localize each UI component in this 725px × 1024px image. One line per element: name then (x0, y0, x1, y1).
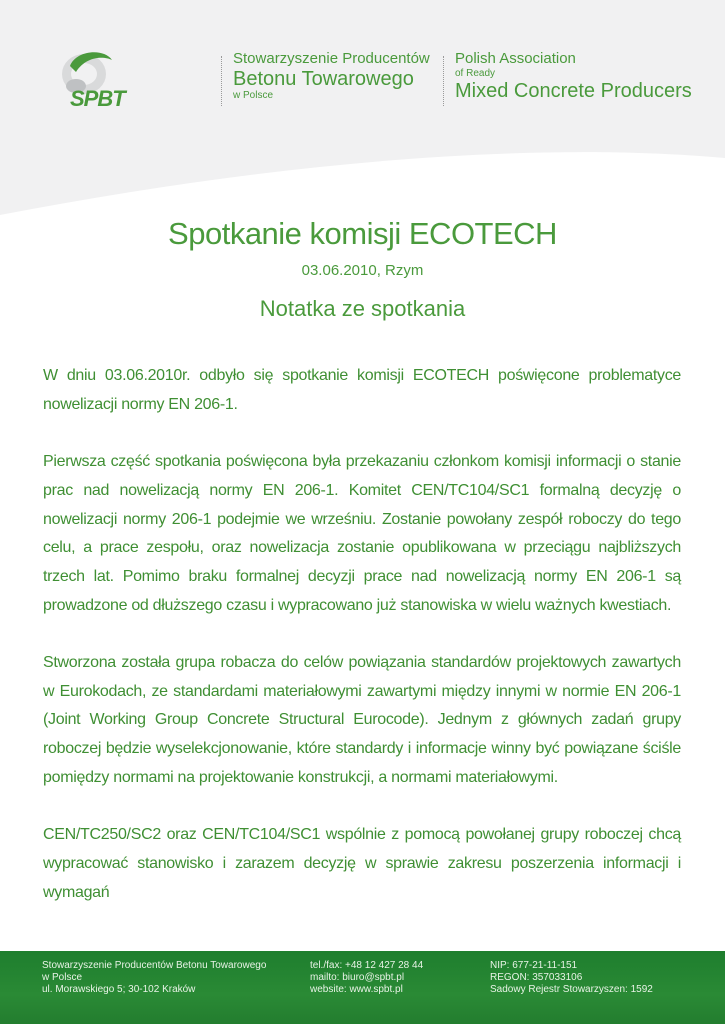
footer-nip: NIP: 677-21-11-151 (490, 960, 578, 971)
footer-email[interactable]: mailto: biuro@spbt.pl (310, 972, 405, 983)
footer-contact (310, 960, 423, 996)
footer-regon: REGON: 357033106 (490, 972, 583, 983)
paragraph-1: W dniu 03.06.2010r. odbyło się spotkanie komisji ECOTECH poświęcone problematyce nowelizacji normy EN 206-1. (43, 367, 681, 413)
paragraph-4: CEN/TC250/SC2 oraz CEN/TC104/SC1 wspólnie z pomocą powołanej grupy roboczej chcą wypracować stanowisko i zarazem decyzję w sprawie zakresu poszerzenia informacji i wymagań (43, 826, 681, 901)
document-subtitle: Notatka ze spotkania (259, 296, 466, 321)
organization-name-en (455, 50, 692, 102)
org-pl-line1: Stowarzyszenie Producentów (233, 50, 430, 67)
footer-address-line3: ul. Morawskiego 5; 30-102 Kraków (42, 984, 196, 995)
org-en-line3: Mixed Concrete Producers (455, 80, 692, 102)
footer-website[interactable]: website: www.spbt.pl (310, 984, 403, 995)
logo-text: SPBT (70, 86, 125, 111)
paragraph-3: Stworzona została grupa robacza do celów powiązania standardów projektowych zawartych w Eurokodach, ze standardami materiałowymi zawartymi między innymi w normie EN 206-1 (Joint Working Group Concrete Structural Eurocode). Jednym z głównych zadań grupy roboczej będzie wyselekcjonowanie, które standardy i informacje winny być powiązane ściśle pomiędzy normami na projektowanie konstrukcji, a normami materiałowymi. (43, 654, 681, 786)
org-pl-line2: Betonu Towarowego (233, 68, 414, 90)
header-divider-right (443, 56, 444, 106)
org-pl-line3: w Polsce (233, 90, 274, 101)
document-body (43, 362, 681, 936)
org-en-line2: of Ready (455, 68, 496, 79)
footer-registry (490, 960, 653, 996)
footer-phone: tel./fax: +48 12 427 28 44 (310, 960, 424, 971)
header-divider-left (221, 56, 222, 106)
footer-registry-number: Sadowy Rejestr Stowarzyszen: 1592 (490, 984, 653, 995)
organization-name-pl (233, 50, 430, 102)
footer-address-line2: w Polsce (42, 972, 83, 983)
paragraph-2: Pierwsza część spotkania poświęcona była przekazaniu członkom komisji informacji o stanie prac nad nowelizacją normy EN 206-1. Komitet CEN/TC104/SC1 formalną decyzję o nowelizacji normy 206-1 podejmie we wrześniu. Zostanie powołany zespół roboczy do tego celu, a prace zespołu, oraz nowelizacja zostanie opublikowana w przeciągu najbliższych trzech lat. Pomimo braku formalnej decyzji prace nad nowelizacją normy EN 206-1 są prowadzone od dłuższego czasu i wypracowano już stanowiska w wielu ważnych kwestiach. (43, 453, 681, 614)
footer-address-line1: Stowarzyszenie Producentów Betonu Towarowego (42, 960, 267, 971)
footer (0, 951, 725, 1024)
org-en-line1: Polish Association (455, 50, 576, 67)
footer-address (42, 960, 266, 996)
document-date-place: 03.06.2010, Rzym (301, 262, 424, 279)
document-title: Spotkanie komisji ECOTECH (168, 216, 557, 251)
